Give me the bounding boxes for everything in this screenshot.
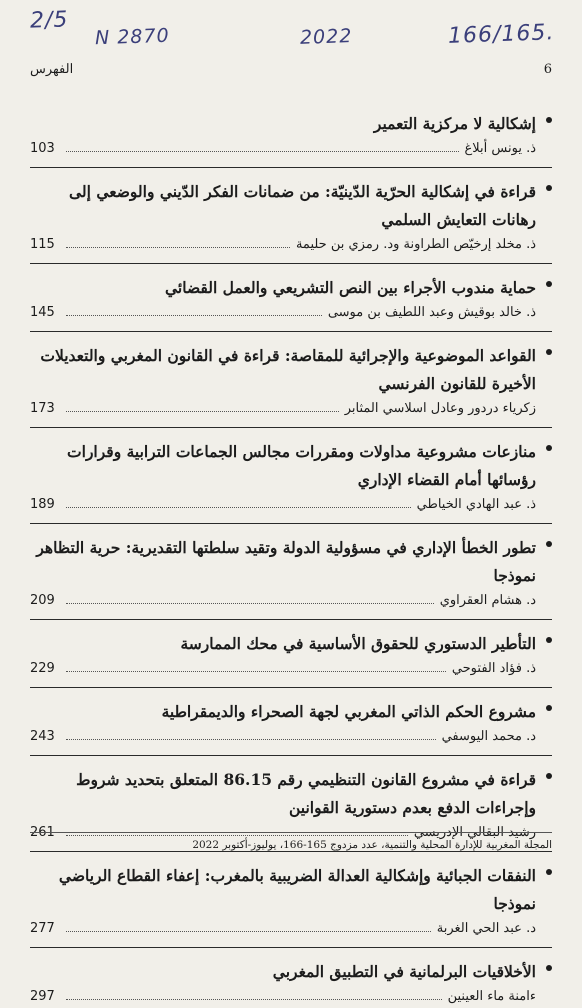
page-number: 6	[543, 62, 552, 77]
dot-leader	[66, 247, 290, 248]
dot-leader	[66, 603, 434, 604]
bullet-icon	[546, 117, 552, 123]
entry-divider	[30, 851, 552, 852]
entry-author: رشيد البقالي الإدريسي	[413, 825, 536, 840]
handwritten-annotation: 2/5	[29, 7, 69, 34]
author-row	[30, 590, 536, 612]
entry-author: ذ. يونس أبلاغ	[464, 141, 536, 156]
dot-leader	[66, 671, 446, 672]
page-footer	[30, 832, 552, 851]
toc-entry	[30, 958, 552, 1008]
toc-entry	[30, 178, 552, 256]
entry-page-number: 243	[30, 729, 55, 744]
bullet-icon	[546, 869, 552, 875]
entry-author: ذ. مخلد إرخيّص الطراونة ود. رمزي بن حليمة	[295, 237, 536, 252]
entry-page-number: 209	[30, 593, 55, 608]
author-row	[30, 234, 536, 256]
bullet-icon	[546, 705, 552, 711]
entry-title: حماية مندوب الأجراء بين النص التشريعي والعمل القضائي	[165, 278, 536, 297]
entry-page-number: 229	[30, 661, 55, 676]
entry-page-number: 115	[30, 237, 55, 252]
entry-title: منازعات مشروعية مداولات ومقررات مجالس الجماعات الترابية وقرارات رؤسائها أمام القضاء الإداري	[67, 442, 536, 489]
toc-entry	[30, 534, 552, 612]
author-row	[30, 918, 536, 940]
entry-author: زكرياء دردور وعادل اسلاسي المثابر	[344, 401, 536, 416]
toc-entry	[30, 438, 552, 516]
author-row	[30, 726, 536, 748]
toc-entry	[30, 862, 552, 940]
entry-author: د. محمد اليوسفي	[441, 729, 536, 744]
author-row	[30, 398, 536, 420]
entry-page-number: 297	[30, 989, 55, 1004]
entry-divider	[30, 331, 552, 332]
entry-title: النفقات الجبائية وإشكالية العدالة الضريبية بالمغرب: إعفاء القطاع الرياضي نموذجا	[58, 866, 536, 913]
entry-author: ذ. خالد بوقيش وعبد اللطيف بن موسى	[327, 305, 536, 320]
toc-entry	[30, 274, 552, 324]
handwritten-annotation: 166/165.	[447, 20, 555, 49]
entry-divider	[30, 755, 552, 756]
entry-author: د. هشام العقراوي	[439, 593, 536, 608]
entry-page-number: 145	[30, 305, 55, 320]
author-row	[30, 302, 536, 324]
author-row	[30, 986, 536, 1008]
entry-title: قراءة في مشروع القانون التنظيمي رقم 86.15 المتعلق بتحديد شروط وإجراءات الدفع بعدم دستورية القوانين	[76, 770, 536, 817]
toc-entry	[30, 630, 552, 680]
toc-entry	[30, 110, 552, 160]
dot-leader	[66, 507, 411, 508]
dot-leader	[66, 315, 322, 316]
entry-divider	[30, 619, 552, 620]
author-row	[30, 494, 536, 516]
bullet-icon	[546, 541, 552, 547]
entry-page-number: 277	[30, 921, 55, 936]
entry-page-number: 189	[30, 497, 55, 512]
entry-divider	[30, 167, 552, 168]
entry-author: ءامنة ماء العينين	[447, 989, 536, 1004]
entry-page-number: 261	[30, 825, 55, 840]
dot-leader	[66, 151, 459, 152]
page-header	[30, 62, 552, 82]
section-title: الفهرس	[30, 62, 74, 77]
entry-title: القواعد الموضوعية والإجرائية للمقاصة: قراءة في القانون المغربي والتعديلات الأخيرة للقانون الفرنسي	[40, 346, 536, 393]
entry-title: إشكالية لا مركزية التعمير	[373, 114, 536, 133]
entry-author: ذ. فؤاد الفتوحي	[451, 661, 536, 676]
bullet-icon	[546, 281, 552, 287]
bullet-icon	[546, 773, 552, 779]
bullet-icon	[546, 637, 552, 643]
bullet-icon	[546, 965, 552, 971]
author-row	[30, 658, 536, 680]
toc-entry	[30, 698, 552, 748]
author-row	[30, 138, 536, 160]
entry-page-number: 103	[30, 141, 55, 156]
dot-leader	[66, 739, 436, 740]
entry-author: د. عبد الحي الغربة	[436, 921, 536, 936]
dot-leader	[66, 999, 442, 1000]
entry-page-number: 173	[30, 401, 55, 416]
entry-title: قراءة في إشكالية الحرّية الدّينيّة: من ضمانات الفكر الدّيني والوضعي إلى رهانات التعايش السلمي	[69, 182, 536, 229]
table-of-contents	[30, 110, 552, 1008]
entry-title: الأخلاقيات البرلمانية في التطبيق المغربي	[272, 962, 536, 981]
bullet-icon	[546, 445, 552, 451]
bullet-icon	[546, 185, 552, 191]
toc-entry	[30, 342, 552, 420]
dot-leader	[66, 411, 339, 412]
bullet-icon	[546, 349, 552, 355]
entry-divider	[30, 947, 552, 948]
footer-citation: المجلة المغربية للإدارة المحلية والتنمية، عدد مزدوج 165-166، يوليوز-أكتوبر 2022	[192, 839, 552, 851]
entry-divider	[30, 523, 552, 524]
dot-leader	[66, 931, 431, 932]
handwritten-annotation: 2022	[299, 25, 353, 49]
entry-divider	[30, 687, 552, 688]
entry-divider	[30, 427, 552, 428]
handwritten-annotation: N 2870	[94, 24, 170, 50]
entry-title: مشروع الحكم الذاتي المغربي لجهة الصحراء والديمقراطية	[161, 702, 536, 721]
entry-divider	[30, 263, 552, 264]
entry-title: التأطير الدستوري للحقوق الأساسية في محك الممارسة	[180, 634, 536, 653]
entry-author: ذ. عبد الهادي الخياطي	[416, 497, 536, 512]
entry-title: تطور الخطأ الإداري في مسؤولية الدولة وتقيد سلطتها التقديرية: حرية التظاهر نموذجا	[36, 538, 536, 585]
